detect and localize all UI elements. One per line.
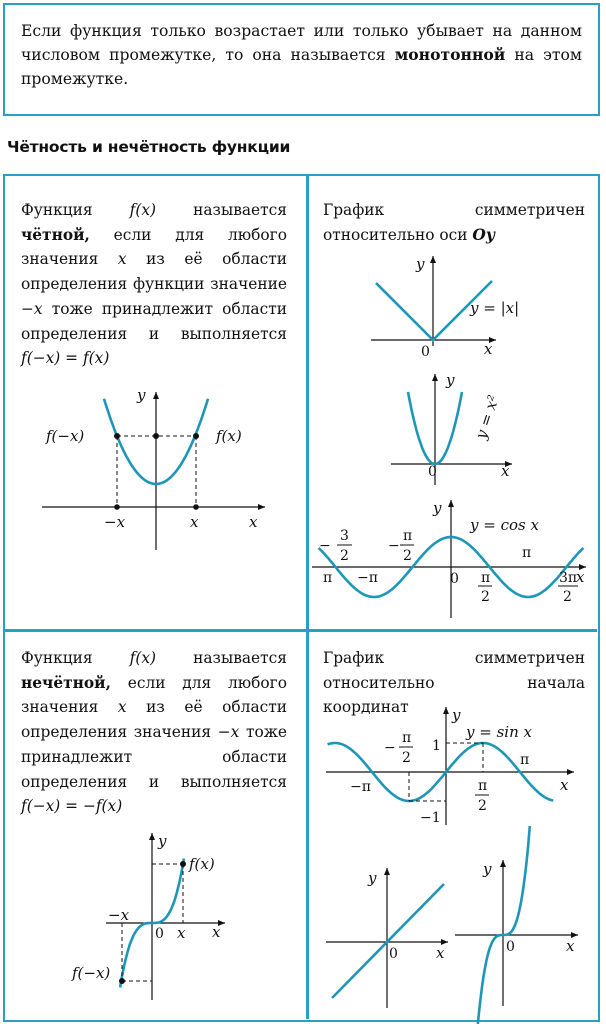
tick-x: x xyxy=(190,513,199,531)
line-curve xyxy=(332,884,444,998)
frac-den: 2 xyxy=(563,589,572,605)
origin: 0 xyxy=(389,946,398,962)
sin-graph xyxy=(326,706,574,826)
cos-graph xyxy=(312,499,586,618)
tick-neg-x: −x xyxy=(108,906,130,924)
line-graph xyxy=(326,868,448,1008)
even-bold-term: чётной, xyxy=(21,225,90,244)
frac-den: 2 xyxy=(403,548,412,564)
frac-den: 2 xyxy=(481,589,490,605)
frac-num: π xyxy=(402,730,412,746)
tick-right-dot xyxy=(193,504,199,510)
tick-pi: π xyxy=(522,545,532,561)
label-y: y xyxy=(368,869,377,887)
square-graph xyxy=(391,371,512,485)
odd-x: x xyxy=(117,698,127,717)
point-left xyxy=(114,433,120,439)
tick-pi2 xyxy=(475,778,489,814)
point-top xyxy=(180,861,186,867)
tick-neg-pi: −π xyxy=(350,779,371,795)
tick-neg-pi2 xyxy=(388,528,414,564)
label-x: x xyxy=(566,937,575,955)
frac-num: 3π xyxy=(559,570,578,586)
odd-neg-x: −x xyxy=(217,723,240,742)
label-one: 1 xyxy=(432,738,441,754)
tick-pi-left: π xyxy=(323,570,333,586)
even-text-part: Функция xyxy=(21,201,130,219)
tick-left-dot xyxy=(114,504,120,510)
tick-pi2 xyxy=(478,570,492,605)
frac-den: 2 xyxy=(478,798,487,814)
minus-sign: − xyxy=(388,538,400,554)
even-text-part: называется xyxy=(156,201,287,219)
sin-label: y = sin x xyxy=(466,723,532,741)
even-text-part: тоже принадлежит области определения и выполняется xyxy=(21,299,287,343)
label-x: x xyxy=(501,462,510,480)
label-x: x xyxy=(576,568,585,586)
tick-neg-pi2 xyxy=(384,730,413,766)
origin: 0 xyxy=(155,926,164,942)
odd-bold-term: нечётной, xyxy=(21,673,111,692)
definition-bold-term: монотонной xyxy=(394,45,506,64)
odd-fx: f(x) xyxy=(129,649,157,667)
point-right xyxy=(193,433,199,439)
label-y: y xyxy=(416,255,425,273)
odd-cubic-graph xyxy=(71,832,225,1000)
section-title: Чётность и нечётность функции xyxy=(7,138,291,156)
definition-text-end: на этом промежутке. xyxy=(21,46,583,88)
label-x: x xyxy=(560,776,569,794)
odd-text-part: Функция xyxy=(21,649,130,667)
origin: 0 xyxy=(421,344,430,360)
tick-x: x xyxy=(177,924,186,942)
odd-text-part: из её области определения значения xyxy=(21,698,288,742)
odd-text-part: если для любого значения xyxy=(21,673,287,717)
label-minus-one: −1 xyxy=(420,810,441,826)
point-bottom xyxy=(119,978,125,984)
tick-neg-x: −x xyxy=(104,513,126,531)
label-y: y xyxy=(452,706,461,724)
minus-sign: − xyxy=(384,740,396,756)
abs-graph xyxy=(371,255,519,360)
odd-text-part: тоже принадлежит области определения и выполняется xyxy=(21,723,287,791)
label-x: x xyxy=(436,944,445,962)
odd-text-part: называется xyxy=(156,649,287,667)
point-center xyxy=(153,433,159,439)
label-x: x xyxy=(212,923,221,941)
even-sym-axis: Oy xyxy=(472,225,495,244)
sq-label: y = x² xyxy=(471,392,503,442)
tick-neg-3pi2 xyxy=(319,528,352,564)
even-sym-text: График симметричен относительно оси xyxy=(323,201,585,244)
label-x: x xyxy=(484,340,493,358)
frac-den: 2 xyxy=(402,750,411,766)
odd-symmetry-text: График симметричен относительно начала координат xyxy=(323,649,585,717)
definition-text-start: Если функция только возрастает или только убывает на данном числовом промежутке, то она называется xyxy=(21,22,582,64)
frac-num: π xyxy=(478,778,488,794)
even-text-part: если для любого значения xyxy=(21,225,287,269)
cubic-graph xyxy=(455,826,578,1024)
label-f-neg: f(−x) xyxy=(72,964,111,982)
even-text-part: из её области определения функции значение xyxy=(21,250,288,294)
frac-den: 2 xyxy=(340,548,349,564)
even-formula: f(−x) = f(x) xyxy=(21,349,110,368)
origin: 0 xyxy=(428,464,437,480)
label-y: y xyxy=(483,860,492,878)
label-f-pos: f(x) xyxy=(189,855,215,873)
origin: 0 xyxy=(450,571,459,587)
label-y: y xyxy=(433,499,442,517)
minus-sign: − xyxy=(319,538,331,554)
label-x: x xyxy=(249,513,258,531)
label-y: y xyxy=(137,386,146,404)
frac-num: 3 xyxy=(340,528,349,544)
frac-num: π xyxy=(403,528,413,544)
abs-label: y = |x| xyxy=(470,299,520,317)
even-parabola-graph xyxy=(42,386,265,550)
frac-num: π xyxy=(481,570,491,586)
even-fx: f(x) xyxy=(129,201,157,219)
even-neg-x: −x xyxy=(21,299,43,318)
odd-formula: f(−x) = −f(x) xyxy=(21,797,123,816)
label-y: y xyxy=(446,371,455,389)
tick-pi: π xyxy=(520,752,530,768)
origin: 0 xyxy=(506,939,515,955)
label-y: y xyxy=(158,832,167,850)
label-f-neg: f(−x) xyxy=(46,427,85,445)
label-f-pos: f(x) xyxy=(216,427,242,445)
even-x: x xyxy=(117,250,127,269)
cos-label: y = cos x xyxy=(470,516,539,534)
tick-neg-pi: −π xyxy=(357,570,378,586)
tick-3pi2 xyxy=(558,570,578,605)
